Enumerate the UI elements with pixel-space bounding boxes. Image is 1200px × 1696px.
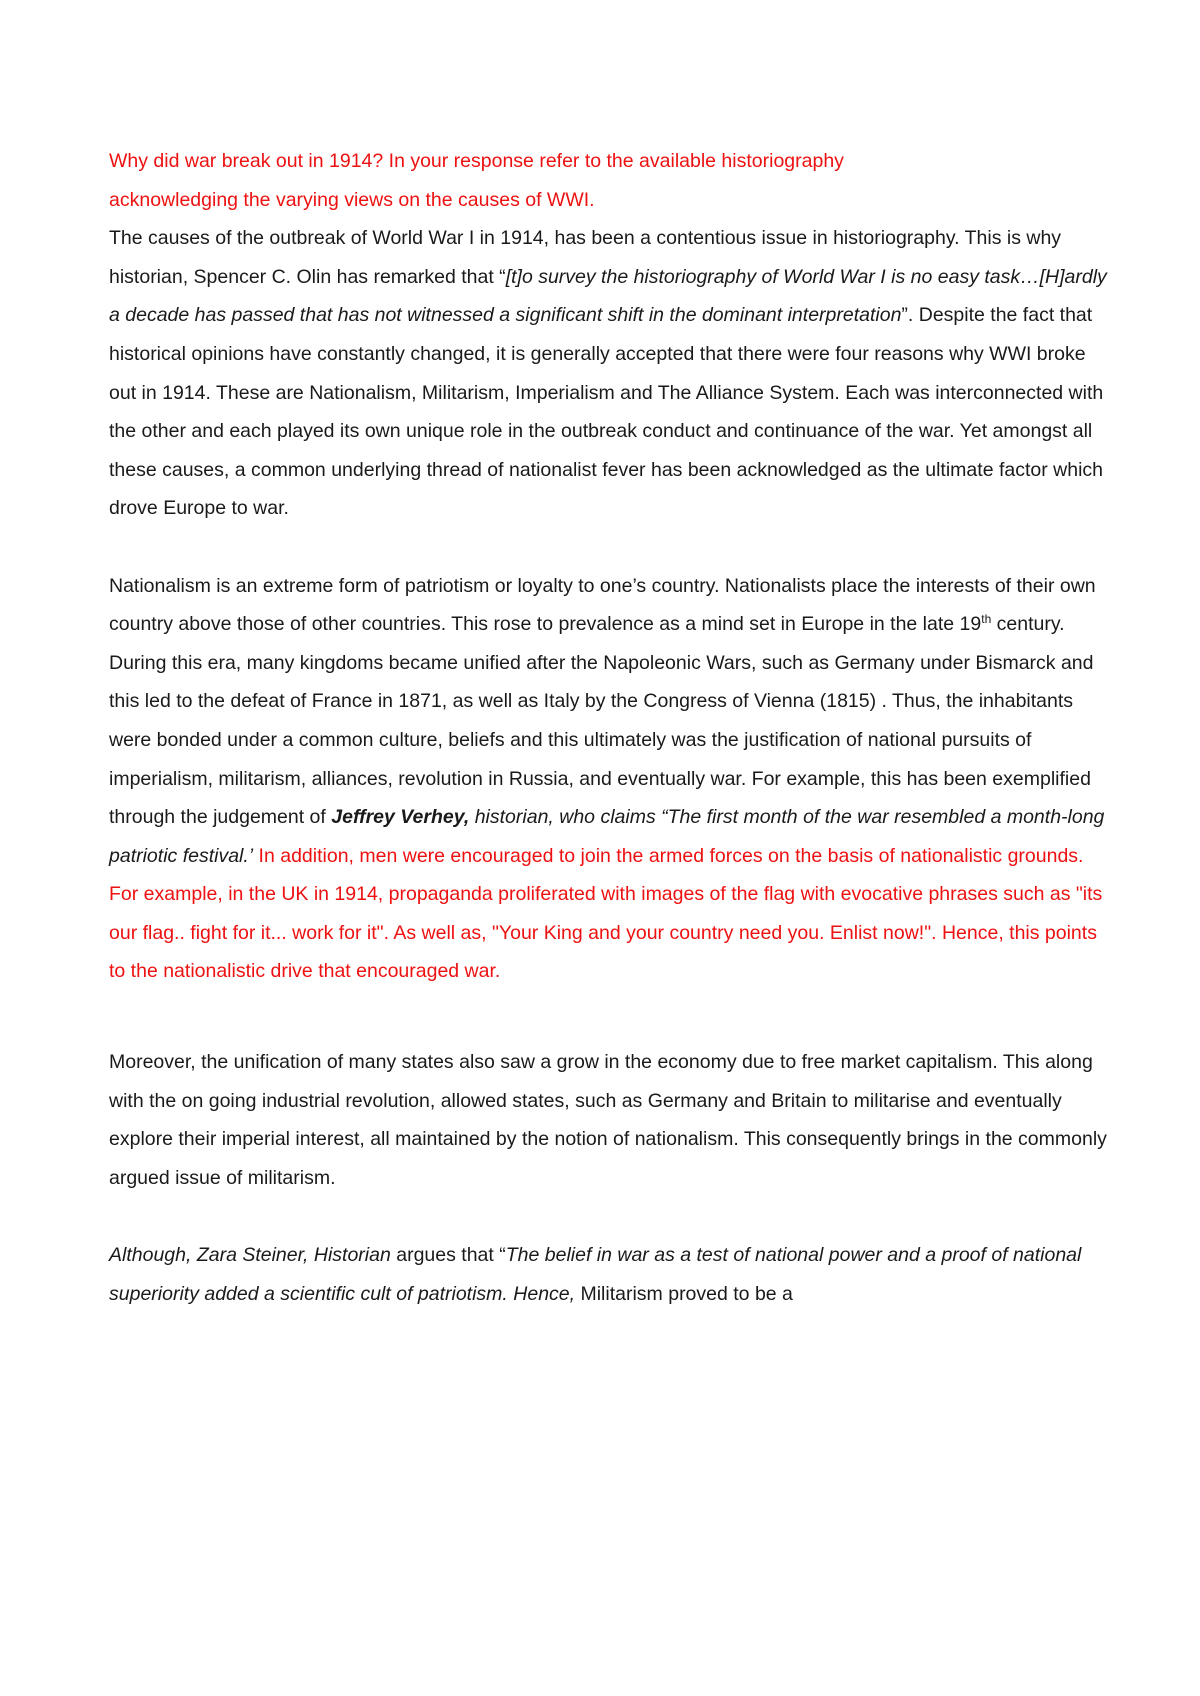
- steiner-attribution: Although, Zara Steiner, Historian: [109, 1244, 391, 1267]
- economy-text: Moreover, the unification of many states also saw a grow in the economy due to free market capitalism. This along with the on going industrial revolution, allowed states, such as Germany and Britain to militarise and eventually explore their imperial interest, all maintained by the notion of nationalism. This consequently brings in the commonly argued issue of militarism.: [109, 1051, 1107, 1189]
- paragraph-economy: [109, 1043, 1109, 1197]
- intro-text-1: The causes of the outbreak of World War I in 1914, has been a contentious issue in historiography. This is why historian, Spencer C. Olin has remarked that “: [109, 227, 1062, 288]
- document-body: [109, 142, 1109, 1313]
- superscript-th: th: [981, 612, 992, 627]
- nationalism-red-text: In addition, men were encouraged to join the armed forces on the basis of nationalistic grounds. For example, in the UK in 1914, propaganda proliferated with images of the flag with evocative phrases such as "its our flag.. fight for it... work for it". As well as, "Your King and your country need you. Enlist now!". Hence, this points to the nationalistic drive that encouraged war.: [109, 844, 1103, 983]
- militarism-text-2: Militarism proved to be a: [575, 1282, 793, 1305]
- question-line-1: Why did war break out in 1914? In your response refer to the available historiography: [109, 150, 844, 172]
- intro-text-2: ”. Despite the fact that historical opinions have constantly changed, it is generally accepted that there were four reasons why WWI broke out in 1914. These are Nationalism, Militarism, Imperialism and The Alliance System. Each was interconnected with the other and each played its own unique role in the outbreak conduct and continuance of the war. Yet amongst all these causes, a common underlying thread of nationalist fever has been acknowledged as the ultimate factor which drove Europe to war.: [109, 304, 1104, 520]
- verhey-quote: historian, who claims “The first month of the war resembled a month-long patriotic festival.’: [109, 806, 1105, 867]
- militarism-text-1: argues that “: [390, 1244, 506, 1267]
- olin-quote: [t]o survey the historiography of World War I is no easy task…[H]ardly a decade has passed that has not witnessed a significant shift in the dominant interpretation: [109, 265, 1107, 327]
- steiner-quote: The belief in war as a test of national power and a proof of national superiority added a scientific cult of patriotism. Hence,: [109, 1244, 1082, 1305]
- question-line-2: acknowledging the varying views on the causes of WWI.: [109, 188, 595, 211]
- paragraph-militarism: [109, 1236, 1109, 1313]
- nationalism-text-1: Nationalism is an extreme form of patriotism or loyalty to one’s country. Nationalists place the interests of their own country above those of other countries. This rose to prevalence as a mind set in Europe in the late 19: [109, 574, 1096, 636]
- paragraph-nationalism: [109, 567, 1109, 992]
- essay-question: [109, 142, 1109, 219]
- nationalism-text-2: century. During this era, many kingdoms became unified after the Napoleonic Wars, such as Germany under Bismarck and this led to the defeat of France in 1871, as well as Italy by the Congress of Vienna (1815) . Thus, the inhabitants were bonded under a common culture, beliefs and this ultimately was the justification of national pursuits of imperialism, militarism, alliances, revolution in Russia, and eventually war. For example, this has been exemplified through the judgement of: [109, 613, 1094, 829]
- paragraph-introduction: [109, 219, 1109, 528]
- verhey-name: Jeffrey Verhey,: [331, 806, 470, 829]
